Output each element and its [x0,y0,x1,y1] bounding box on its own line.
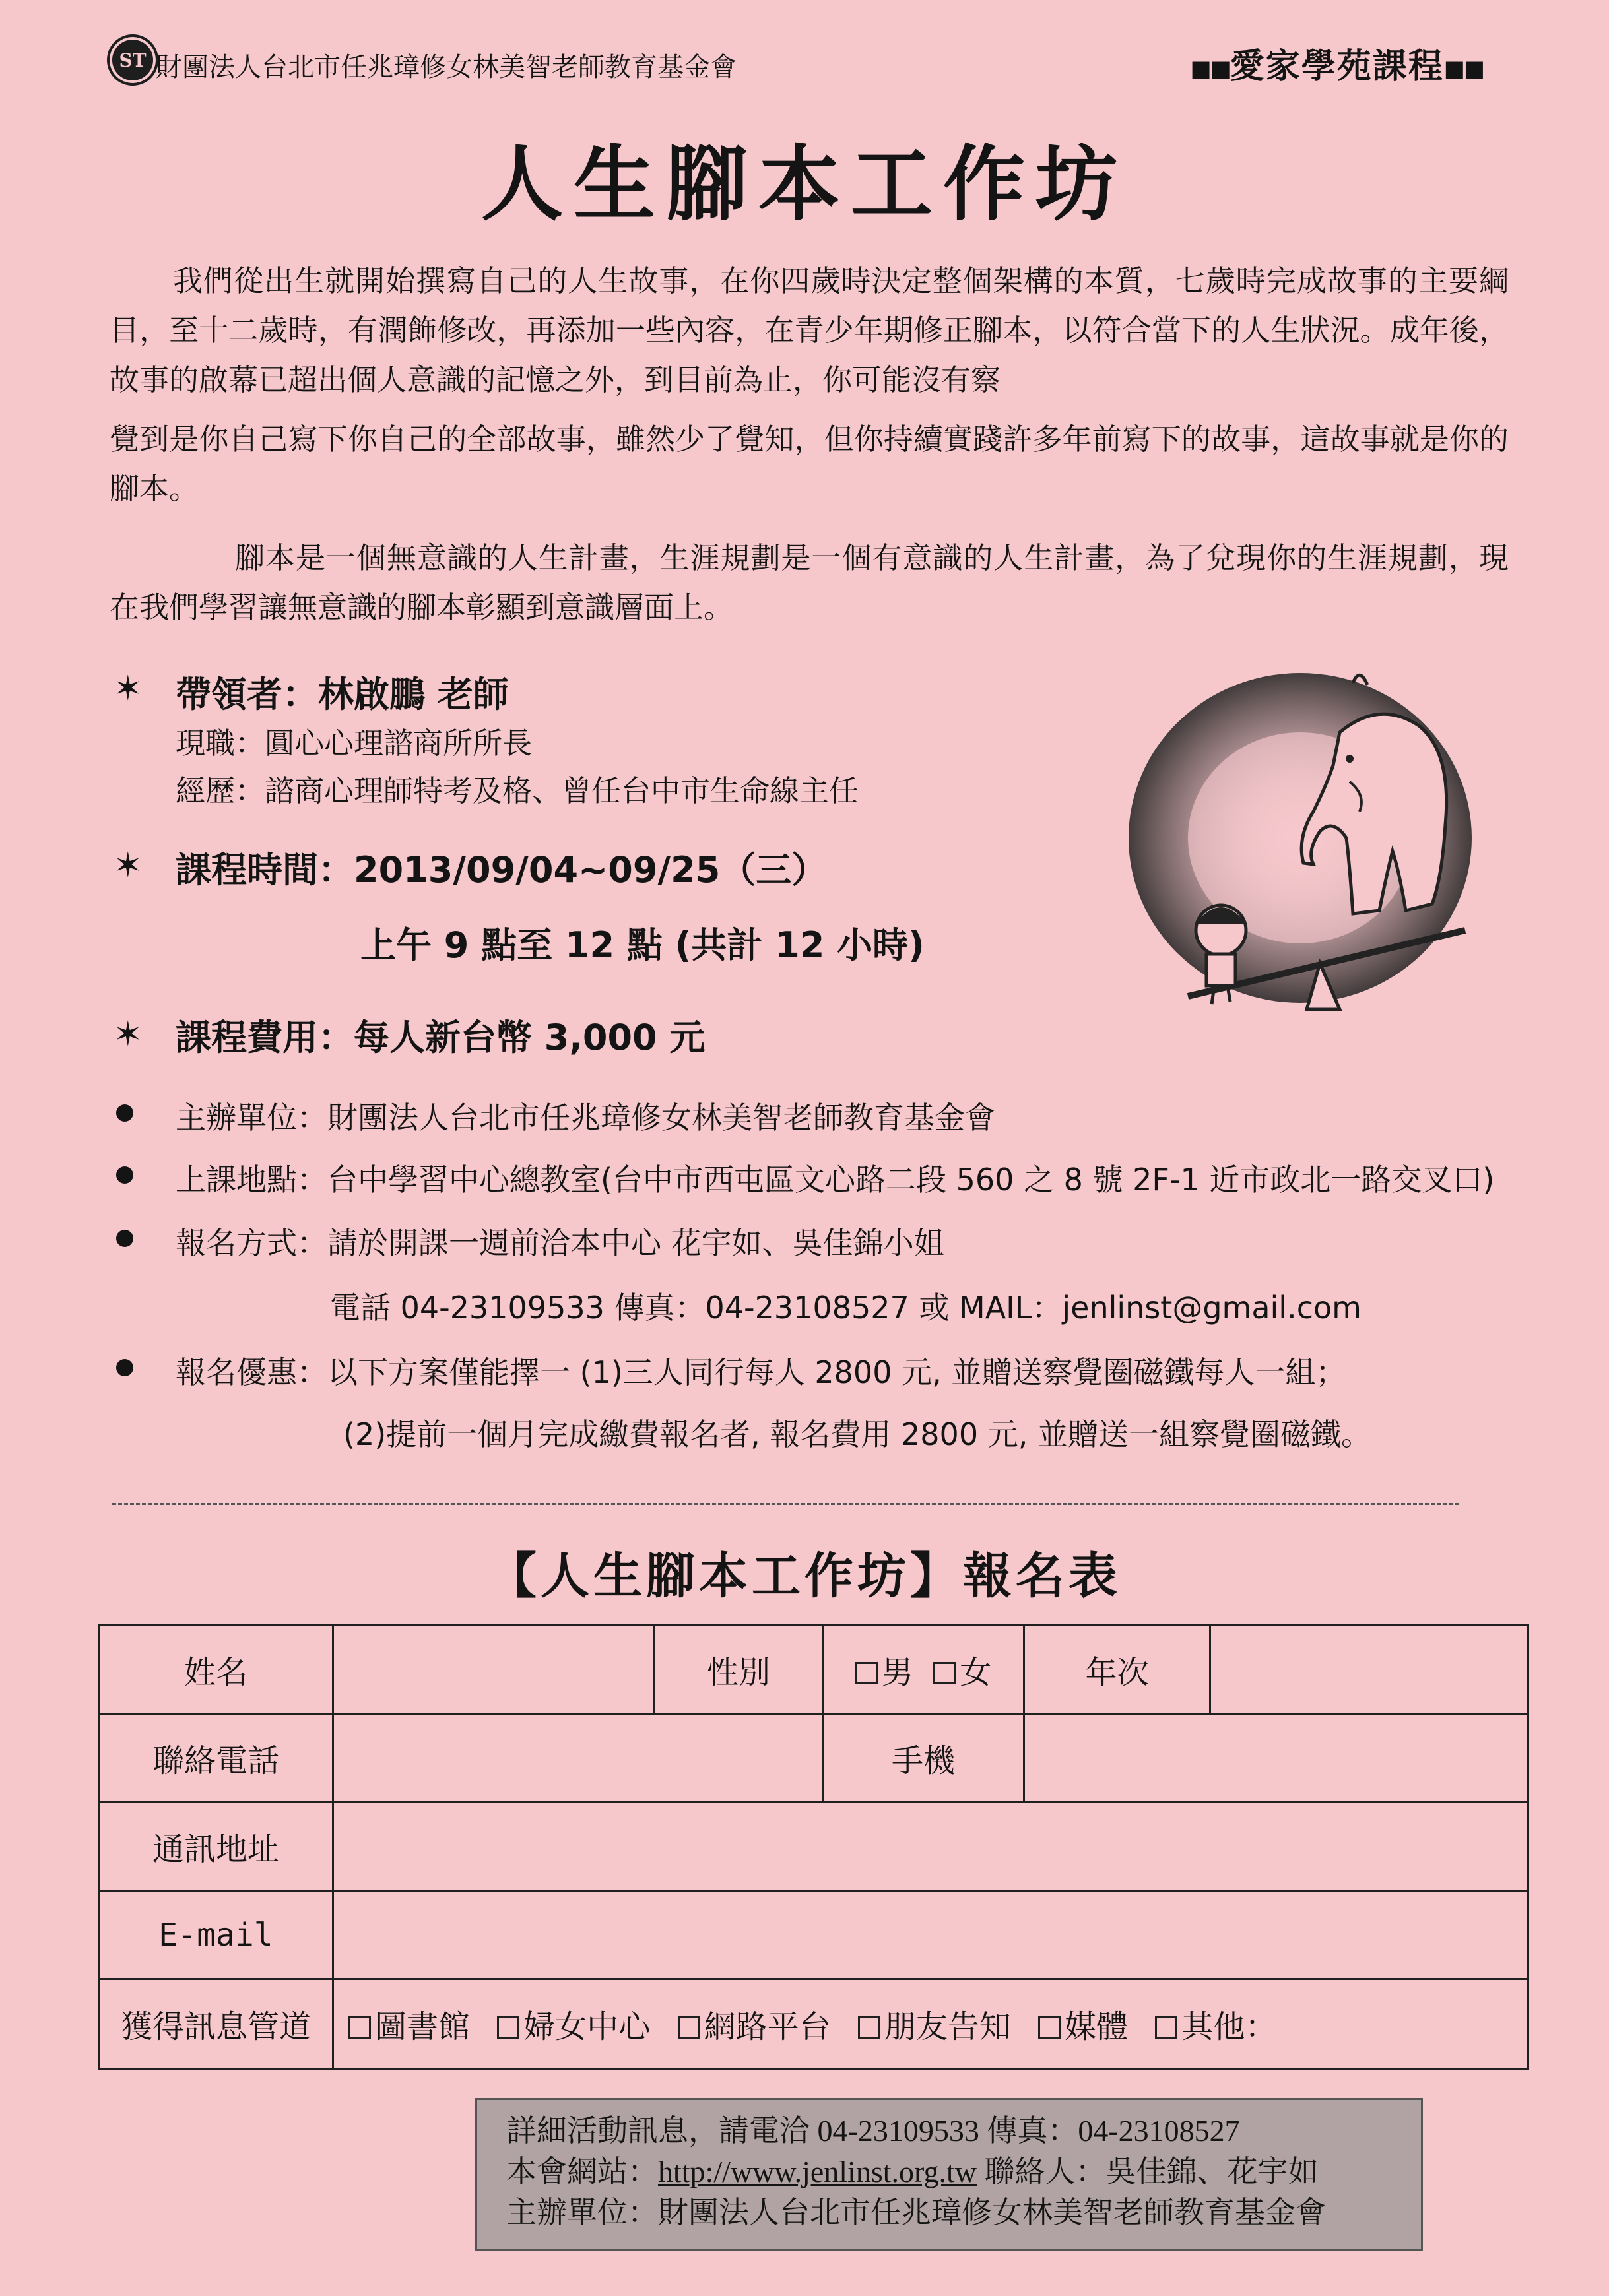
channel-online-label: 網路平台 [704,2008,831,2045]
address-label: 通訊地址 [99,1802,333,1891]
star-bullet-icon: ✶ [114,669,143,709]
schedule-heading: 課程時間：2013/09/04~09/25（三） [176,849,828,891]
gender-options [823,1626,1024,1714]
bullet-dot-icon [116,1359,133,1376]
footer-contact-persons: 聯絡人：吳佳錦、花宇如 [977,2155,1319,2188]
channel-friends-label: 朋友告知 [884,2008,1011,2045]
brand-label [1190,38,1484,88]
female-label: 女 [960,1654,992,1691]
leader-experience: 經歷：諮商心理師特考及格、曾任台中市生命線主任 [176,773,859,808]
venue-text: 上課地點：台中學習中心總教室(台中市西屯區文心路二段 560 之 8 號 2F-1 近市政北一路交叉口) [176,1162,1495,1197]
channel-friends-checkbox[interactable] [858,2016,880,2039]
channel-media-label: 媒體 [1065,2008,1129,2045]
star-bullet-icon: ✶ [114,1015,143,1054]
channel-label: 獲得訊息管道 [99,1979,333,2069]
footer-info-box [475,2098,1423,2251]
form-title: 【人生腳本工作坊】報名表 [488,1548,1121,1605]
signup-text: 報名方式：請於開課一週前洽本中心 花宇如、吳佳錦小姐 [176,1225,944,1261]
organizer-text: 主辦單位：財團法人台北市任兆璋修女林美智老師教育基金會 [176,1100,995,1135]
channel-other-checkbox[interactable] [1155,2016,1177,2039]
female-checkbox[interactable] [933,1662,956,1684]
discount-text-1: 報名優惠：以下方案僅能擇一 (1)三人同行每人 2800 元, 並贈送察覺圈磁鐵每人一組； [176,1355,1346,1390]
name-field[interactable] [333,1626,655,1714]
brand-decor-left: ■■ [1190,55,1230,82]
registration-form-table [98,1624,1529,2070]
bullet-dot-icon [116,1230,133,1247]
channel-library-checkbox[interactable] [348,2016,371,2039]
mobile-field[interactable] [1024,1714,1528,1802]
foundation-logo: ST [107,34,158,86]
gender-label: 性別 [655,1626,823,1714]
address-field[interactable] [333,1802,1528,1891]
website-link[interactable]: http://www.jenlinst.org.tw [658,2155,977,2188]
channel-media-checkbox[interactable] [1038,2016,1061,2039]
male-label: 男 [881,1654,913,1691]
cut-line-divider [112,1503,1459,1505]
intro-paragraph-1: 我們從出生就開始撰寫自己的人生故事，在你四歲時決定整個架構的本質，七歲時完成故事的主要綱目，至十二歲時，有潤飾修改，再添加一些內容，在青少年期修正腳本，以符合當下的人生狀況。成年後，故事的啟幕已超出個人意識的記憶之外，到目前為止，你可能沒有察 [110,263,1509,397]
mobile-label: 手機 [823,1714,1024,1802]
channel-women-center-checkbox[interactable] [497,2016,519,2039]
star-bullet-icon: ✶ [114,846,143,885]
email-field[interactable] [333,1891,1528,1979]
fee-heading: 課程費用：每人新台幣 3,000 元 [176,1017,706,1058]
birth-year-field[interactable] [1210,1626,1528,1714]
phone-label: 聯絡電話 [99,1714,333,1802]
footer-contact-line: 詳細活動訊息，請電洽 04-23109533 傳真：04-23108527 [506,2114,1240,2148]
birth-year-label: 年次 [1024,1626,1210,1714]
name-label: 姓名 [99,1626,333,1714]
channel-other-label: 其他： [1181,2008,1277,2045]
channel-women-center-label: 婦女中心 [523,2008,651,2045]
leader-heading: 帶領者：林啟鵬 老師 [176,674,509,715]
email-label: E-mail [99,1891,333,1979]
contact-text: 電話 04-23109533 傳真：04-23108527 或 MAIL：jenlinst@gmail.com [330,1290,1362,1325]
channel-online-checkbox[interactable] [678,2016,700,2039]
footer-website-label: 本會網站： [506,2155,658,2188]
intro-paragraph-3: 腳本是一個無意識的人生計畫，生涯規劃是一個有意識的人生計畫，為了兌現你的生涯規劃，現在我們學習讓無意識的腳本彰顯到意識層面上。 [110,540,1509,625]
org-name: 財團法人台北市任兆璋修女林美智老師教育基金會 [156,52,737,82]
bullet-dot-icon [116,1104,133,1122]
discount-text-2: (2)提前一個月完成繳費報名者, 報名費用 2800 元, 並贈送一組察覺圈磁鐵。 [343,1417,1371,1452]
channel-library-label: 圖書館 [375,2008,471,2045]
male-checkbox[interactable] [855,1662,878,1684]
brand-text: 愛家學苑課程 [1230,46,1444,86]
bullet-dot-icon [116,1166,133,1184]
intro-paragraph-2: 覺到是你自己寫下你自己的全部故事，雖然少了覺知，但你持續實踐許多年前寫下的故事，這故事就是你的腳本。 [110,422,1509,506]
leader-position: 現職：圓心心理諮商所所長 [176,726,533,761]
schedule-time: 上午 9 點至 12 點 (共計 12 小時) [360,924,925,966]
phone-field[interactable] [333,1714,823,1802]
footer-organizer-line: 主辦單位：財團法人台北市任兆璋修女林美智老師教育基金會 [506,2196,1326,2229]
page-title: 人生腳本工作坊 [480,137,1128,232]
footer-website-line [506,2152,1421,2192]
channel-options [333,1979,1528,2069]
brand-decor-right: ■■ [1443,55,1484,82]
girl-elephant-seesaw-illustration [1122,653,1492,1036]
